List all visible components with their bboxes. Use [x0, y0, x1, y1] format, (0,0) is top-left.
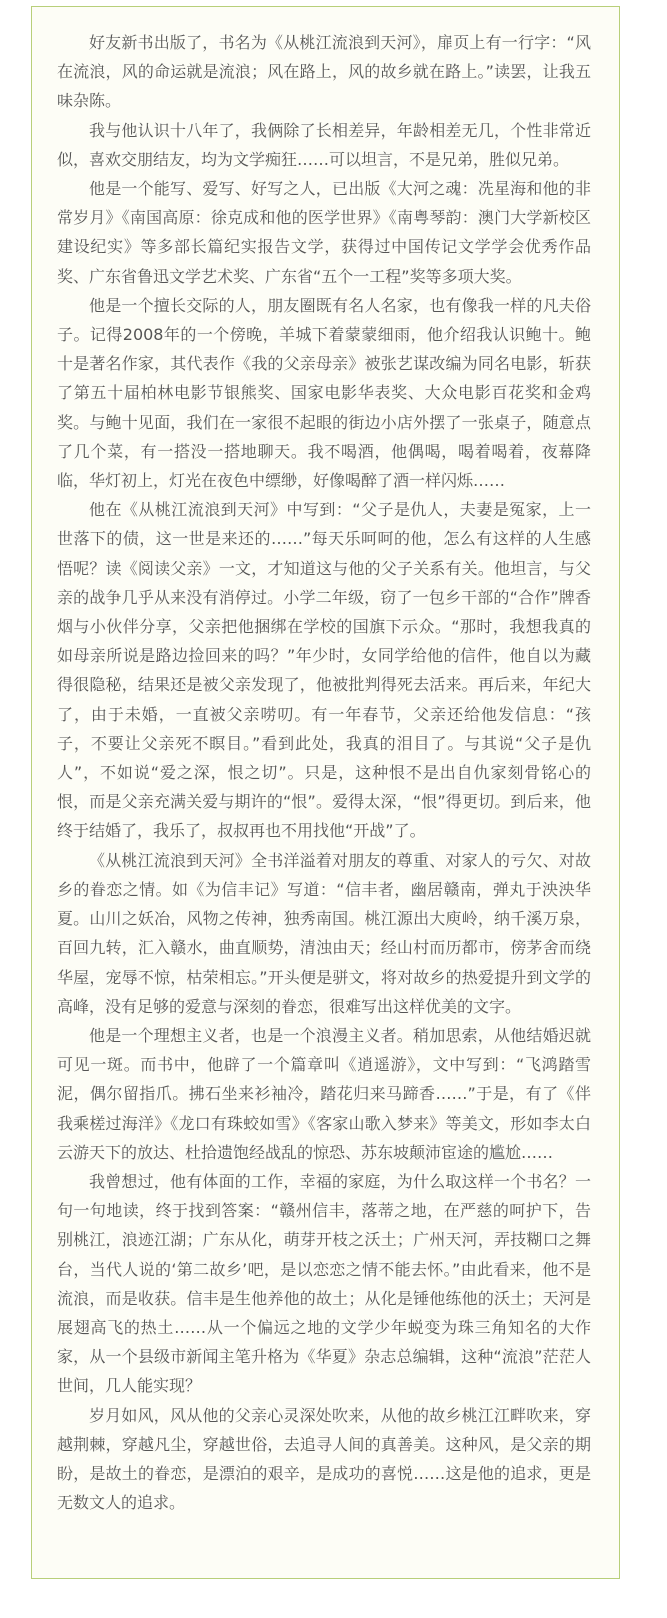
article-body — [57, 28, 591, 1517]
article-frame — [31, 6, 620, 1579]
paragraph-2: 我与他认识十八年了，我俩除了长相差异，年龄相差无几，个性非常近似，喜欢交朋结友，均为文学痴狂……可以坦言，不是兄弟，胜似兄弟。 — [57, 120, 591, 169]
paragraph-9: 岁月如风，风从他的父亲心灵深处吹来，从他的故乡桃江江畔吹来，穿越荆棘，穿越凡尘，穿越世俗，去追寻人间的真善美。这种风，是父亲的期盼，是故土的眷恋，是漂泊的艰辛，是成功的喜悦……这是他的追求，更是无数文人的追求。 — [57, 1405, 591, 1513]
paragraph-3: 他是一个能写、爱写、好写之人，已出版《大河之魂：冼星海和他的非常岁月》《南国高原：徐克成和他的医学世界》《南粤琴韵：澳门大学新校区建设纪实》等多部长篇纪实报告文学，获得过中国传记文学学会优秀作品奖、广东省鲁迅文学艺术奖、广东省“五个一工程”奖等多项大奖。 — [57, 179, 591, 286]
paragraph-1: 好友新书出版了，书名为《从桃江流浪到天河》，扉页上有一行字：“风在流浪，风的命运就是流浪；风在路上，风的故乡就在路上。”读罢，让我五味杂陈。 — [57, 33, 591, 111]
paragraph-4: 他是一个擅长交际的人，朋友圈既有名人名家，也有像我一样的凡夫俗子。记得2008年的一个傍晚，羊城下着蒙蒙细雨，他介绍我认识鲍十。鲍十是著名作家，其代表作《我的父亲母亲》被张艺谋改编为同名电影，斩获了第五十届柏林电影节银熊奖、国家电影华表奖、大众电影百花奖和金鸡奖。与鲍十见面，我们在一家很不起眼的街边小店外摆了一张桌子，随意点了几个菜，有一搭没一搭地聊天。我不喝酒，他偶喝，喝着喝着，夜幕降临，华灯初上，灯光在夜色中缥缈，好像喝醉了酒一样闪烁…… — [57, 295, 591, 491]
paragraph-8: 我曾想过，他有体面的工作，幸福的家庭，为什么取这样一个书名？一句一句地读，终于找到答案：“赣州信丰，落蒂之地，在严慈的呵护下，告别桃江，浪迹江湖；广东从化，萌芽开枝之沃土；广州天河，弄技糊口之舞台，当代人说的‘第二故乡’吧，是以恋恋之情不能去怀。”由此看来，他不是流浪，而是收获。信丰是生他养他的故土；从化是锤他练他的沃土；天河是展翅高飞的热土……从一个偏远之地的文学少年蜕变为珠三角知名的大作家，从一个县级市新闻主笔升格为《华夏》杂志总编辑，这种“流浪”茫茫人世间，几人能实现？ — [57, 1171, 591, 1396]
paragraph-7: 他是一个理想主义者，也是一个浪漫主义者。稍加思索，从他结婚迟就可见一斑。而书中，他辟了一个篇章叫《逍遥游》，文中写到：“飞鸿踏雪泥，偶尔留指爪。拂石坐来衫袖冷，踏花归来马蹄香……”于是，有了《伴我乘槎过海洋》《龙口有珠蛟如雪》《客家山歌入梦来》等美文，形如李太白云游天下的放达、杜拾遗饱经战乱的惊恐、苏东坡颠沛宦途的尴尬…… — [57, 1025, 591, 1162]
paragraph-5: 他在《从桃江流浪到天河》中写到：“父子是仇人，夫妻是冤家，上一世落下的债，这一世是来还的……”每天乐呵呵的他，怎么有这样的人生感悟呢？读《阅读父亲》一文，才知道这与他的父子关系有关。他坦言，与父亲的战争几乎从来没有消停过。小学二年级，窃了一包乡干部的“合作”牌香烟与小伙伴分享，父亲把他捆绑在学校的国旗下示众。“那时，我想我真的如母亲所说是路边捡回来的吗？”年少时，女同学给他的信件，他自以为藏得很隐秘，结果还是被父亲发现了，他被批判得死去活来。再后来，年纪大了，由于未婚，一直被父亲唠叨。有一年春节，父亲还给他发信息：“孩子，不要让父亲死不瞑目。”看到此处，我真的泪目了。与其说“父子是仇人”，不如说“爱之深，恨之切”。只是，这种恨不是出自仇家刻骨铭心的恨，而是父亲充满关爱与期许的“恨”。爱得太深，“恨”得更切。到后来，他终于结婚了，我乐了，叔叔再也不用找他“开战”了。 — [57, 500, 591, 841]
paragraph-6: 《从桃江流浪到天河》全书洋溢着对朋友的尊重、对家人的亏欠、对故乡的眷恋之情。如《为信丰记》写道：“信丰者，幽居赣南，弹丸于泱泱华夏。山川之妖冶，风物之传神，独秀南国。桃江源出大庾岭，纳千溪万泉，百回九转，汇入赣水，曲直顺势，清浊由天；经山村而历都市，傍茅舍而绕华屋，宠辱不惊，枯荣相忘。”开头便是骈文，将对故乡的热爱提升到文学的高峰，没有足够的爱意与深刻的眷恋，很难写出这样优美的文字。 — [57, 850, 591, 1016]
